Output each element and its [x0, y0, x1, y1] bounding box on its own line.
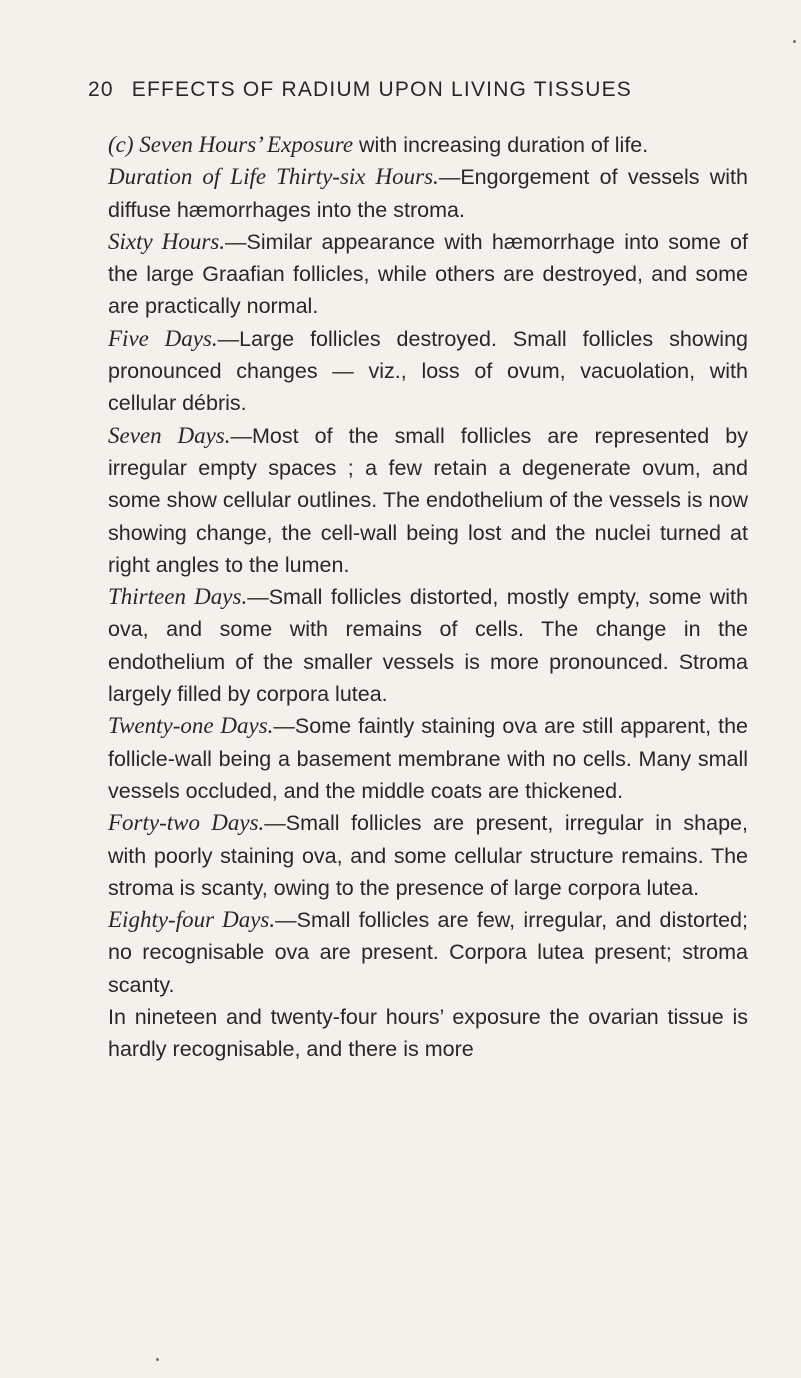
paragraph-text: with increasing duration of life.	[353, 133, 649, 157]
paragraph-text: —Small follicles distorted, mostly empty, some with ova, and some with remains of cells. The change in the endothelium of the smaller vessels is more pronounced. Stroma largely filled by corpora lutea.	[108, 585, 748, 707]
paragraph-five-days	[108, 323, 748, 420]
paragraph-heading: Duration of Life Thirty-six Hours.	[108, 164, 439, 190]
paragraph-text: —Similar appearance with hæmorrhage into some of the large Graafian follicles, while others are destroyed, and some are practically normal.	[108, 229, 748, 319]
paragraph-sixty-hours	[108, 226, 748, 323]
paragraph-forty-two-days	[108, 807, 748, 904]
running-head-title: EFFECTS OF RADIUM UPON LIVING TISSUES	[131, 78, 633, 101]
paragraph-text: In nineteen and twenty-four hours’ exposure the ovarian tissue is hardly recognisable, and there is more	[108, 1005, 748, 1062]
paragraph-text: —Large follicles destroyed. Small follicles showing pronounced changes — viz., loss of ovum, vacuolation, with cellular débris.	[108, 326, 748, 416]
paragraph-nineteen-and-twenty-four-hours	[108, 1001, 748, 1066]
paragraph-text: —Engorgement of vessels with diffuse hæmorrhages into the stroma.	[108, 165, 748, 222]
paragraph-twenty-one-days	[108, 710, 748, 807]
paragraph-thirty-six-hours	[108, 161, 748, 226]
paragraph-heading: Thirteen Days.	[108, 584, 248, 610]
paragraph-text: —Some faintly staining ova are still apparent, the follicle-wall being a basement membrane with no cells. Many small vessels occluded, and the middle coats are thickened.	[108, 714, 749, 803]
paragraph-heading: Sixty Hours.	[108, 228, 226, 254]
paragraph-thirteen-days	[108, 581, 748, 710]
paragraph-heading: Seven Days.	[108, 422, 231, 448]
paragraph-text: —Small follicles are few, irregular, and distorted; no recognisable ova are present. Corpora lutea present; stroma scanty.	[108, 908, 748, 997]
paragraph-seven-days	[108, 420, 748, 581]
paragraph-seven-hours-exposure	[108, 129, 748, 161]
running-head	[88, 78, 728, 102]
paragraph-text: —Small follicles are present, irregular in shape, with poorly staining ova, and some cellular structure remains. The stroma is scanty, owing to the presence of large corpora lutea.	[108, 811, 748, 900]
paragraph-text: —Most of the small follicles are represented by irregular empty spaces ; a few retain a degenerate ovum, and some show cellular outlines. The endothelium of the vessels is now showing change, the cell-wall being lost and the nuclei turned at right angles to the lumen.	[108, 423, 748, 577]
paragraph-heading: (c) Seven Hours’ Exposure	[108, 132, 354, 157]
paragraph-heading: Forty-two Days.	[108, 810, 265, 836]
page-number: 20	[88, 78, 114, 101]
paper-speck	[156, 1358, 159, 1361]
body-text	[108, 129, 748, 1066]
paragraph-heading: Five Days.	[108, 325, 218, 351]
paper-speck	[793, 40, 796, 43]
paragraph-heading: Eighty-four Days.	[108, 907, 276, 933]
paragraph-eighty-four-days	[108, 904, 748, 1001]
paragraph-heading: Twenty-one Days.	[108, 713, 274, 739]
